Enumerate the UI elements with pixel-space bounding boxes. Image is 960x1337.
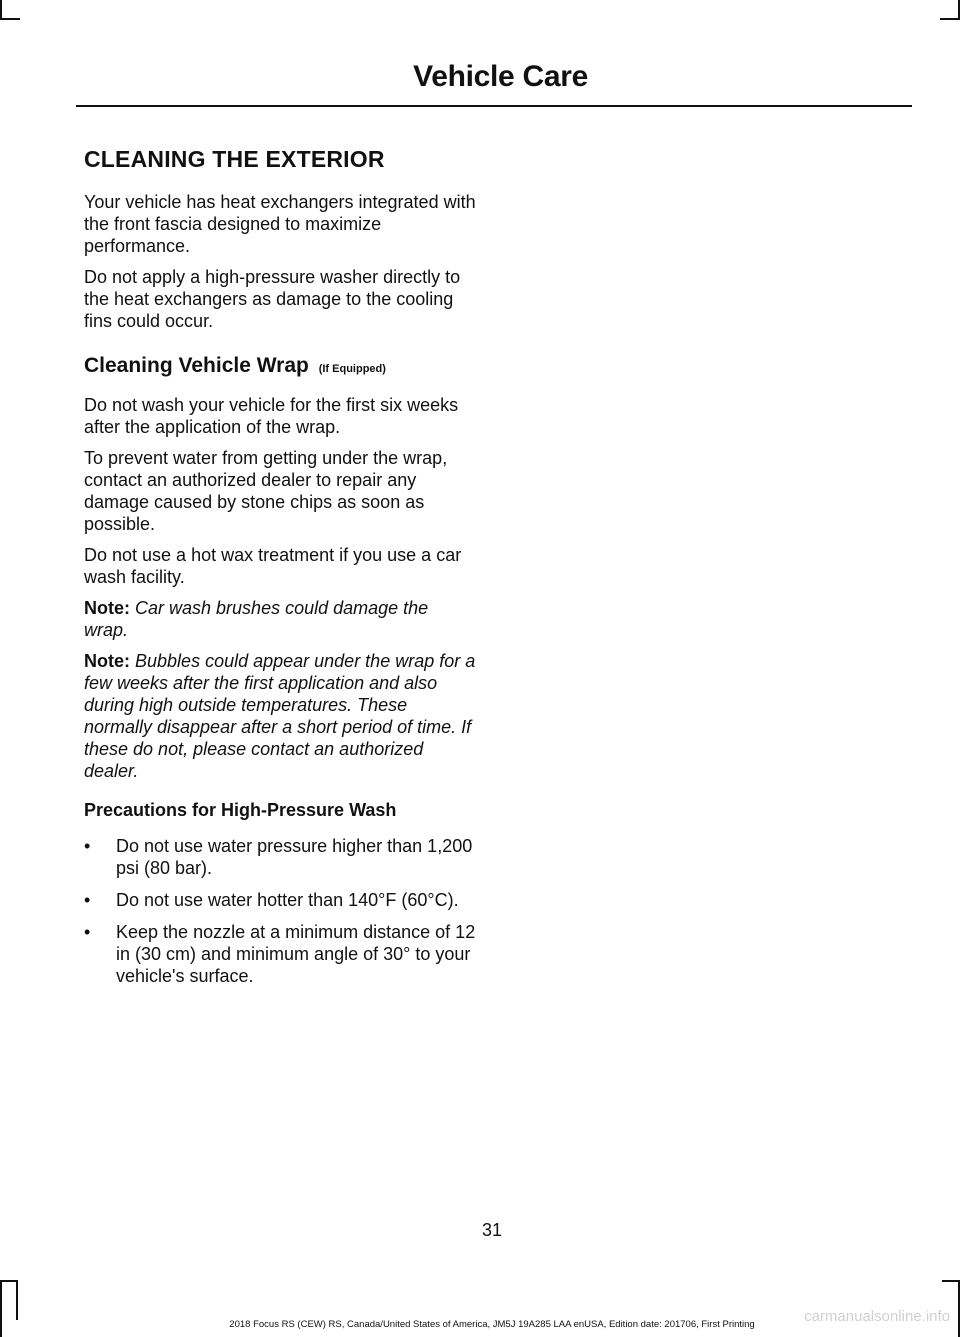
precautions-list bbox=[84, 835, 476, 987]
wrap-paragraph: Do not wash your vehicle for the first six weeks after the application of the wrap. bbox=[84, 395, 459, 437]
page-number: 31 bbox=[481, 1220, 503, 1240]
list-item bbox=[84, 889, 476, 911]
footer-edition-text: 2018 Focus RS (CEW) RS, Canada/United States of America, JM5J 19A285 LAA enUSA, Edition date: 201706, First Printing bbox=[229, 1319, 755, 1330]
crop-mark-bottom-right-horizontal bbox=[942, 1280, 960, 1282]
section-heading: CLEANING THE EXTERIOR bbox=[84, 146, 385, 172]
page-header-title: Vehicle Care bbox=[413, 60, 588, 93]
crop-mark-top-right-horizontal bbox=[940, 18, 960, 20]
wrap-heading-text: Cleaning Vehicle Wrap bbox=[84, 354, 309, 377]
main-content bbox=[84, 146, 476, 997]
list-item bbox=[84, 921, 476, 987]
watermark: carmanualsonline.info bbox=[804, 1308, 950, 1325]
bullet-icon: • bbox=[84, 890, 91, 910]
note-text: Bubbles could appear under the wrap for a few weeks after the first application and also during high outside temperatures. These normally disappear after a short period of time. If these do not, please contact an authorized dealer. bbox=[84, 651, 476, 781]
note-label: Note: bbox=[84, 651, 130, 671]
precautions-heading: Precautions for High-Pressure Wash bbox=[84, 800, 397, 820]
wrap-heading bbox=[84, 354, 476, 378]
note bbox=[84, 597, 476, 641]
note-text: Car wash brushes could damage the wrap. bbox=[84, 598, 429, 640]
crop-mark-top-left-vertical bbox=[0, 0, 2, 20]
intro-paragraph: Do not apply a high-pressure washer directly to the heat exchangers as damage to the cooling fins could occur. bbox=[84, 267, 461, 331]
bullet-icon: • bbox=[84, 836, 91, 856]
wrap-paragraph: To prevent water from getting under the wrap, contact an authorized dealer to repair any damage caused by stone chips as soon as possible. bbox=[84, 448, 448, 534]
header-divider bbox=[76, 105, 912, 107]
list-item-text: Keep the nozzle at a minimum distance of 12 in (30 cm) and minimum angle of 30° to your vehicle's surface. bbox=[116, 922, 476, 986]
crop-mark-top-left-horizontal bbox=[0, 18, 20, 20]
wrap-heading-qualifier: (If Equipped) bbox=[318, 363, 386, 375]
list-item-text: Do not use water pressure higher than 1,200 psi (80 bar). bbox=[116, 836, 473, 878]
list-item-text: Do not use water hotter than 140°F (60°C). bbox=[116, 890, 459, 910]
note-label: Note: bbox=[84, 598, 130, 618]
wrap-paragraph: Do not use a hot wax treatment if you use a car wash facility. bbox=[84, 545, 462, 587]
note bbox=[84, 650, 476, 782]
list-item bbox=[84, 835, 476, 879]
intro-paragraph: Your vehicle has heat exchangers integrated with the front fascia designed to maximize performance. bbox=[84, 192, 476, 256]
bullet-icon: • bbox=[84, 922, 91, 942]
